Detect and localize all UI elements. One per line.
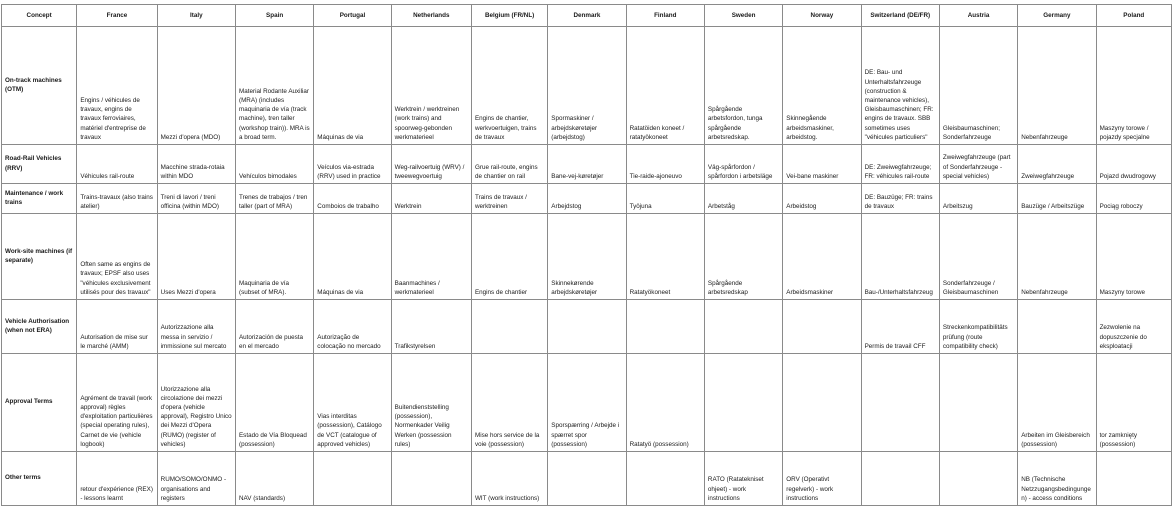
table-cell [626, 300, 704, 354]
table-cell [939, 354, 1017, 452]
table-row [2, 214, 1172, 300]
table-cell: Ratatyökoneet [626, 214, 704, 300]
table-cell: Spårgående arbetsredskap [704, 214, 782, 300]
table-cell: Werktrein [391, 184, 471, 214]
table-cell: Engins / véhicules de travaux, engins de travaux ferroviaires, matériel d'entreprise de travaux [77, 27, 157, 145]
table-cell: Trains de travaux / werktreinen [471, 184, 547, 214]
table-cell: tor zamknięty (possession) [1096, 354, 1171, 452]
table-cell: Werktrein / werktreinen (work trains) and spoorweg-gebonden werkmaterieel [391, 27, 471, 145]
header-austria: Austria [939, 5, 1017, 27]
table-cell: Engins de chantier, werkvoertuigen, trains de travaux [471, 27, 547, 145]
table-cell: Arbejdstog [548, 184, 626, 214]
header-portugal: Portugal [314, 5, 391, 27]
header-germany: Germany [1018, 5, 1096, 27]
table-cell: retour d'expérience (REX) - lessons learnt [77, 452, 157, 506]
table-cell: Autorização de colocação no mercado [314, 300, 391, 354]
table-cell [704, 354, 782, 452]
table-cell: RATO (Ratatekniset ohjeet) - work instructions [704, 452, 782, 506]
header-belgium: Belgium (FR/NL) [471, 5, 547, 27]
table-cell: Bauzüge / Arbeitszüge [1018, 184, 1096, 214]
table-cell: Uses Mezzi d'opera [157, 214, 235, 300]
header-denmark: Denmark [548, 5, 626, 27]
terminology-table [1, 4, 1172, 506]
table-cell: Buitendienststelling (possession), Normenkader Veilig Werken (possession rules) [391, 354, 471, 452]
header-row [2, 5, 1172, 27]
table-cell: Skinnegående arbeidsmaskiner, arbeidstog. [783, 27, 861, 145]
table-cell: Väg-spårfordon / spårfordon i arbetsläge [704, 145, 782, 184]
header-netherlands: Netherlands [391, 5, 471, 27]
table-cell: Arbeiten im Gleisbereich (possession) [1018, 354, 1096, 452]
table-cell: Baanmachines / werkmaterieel [391, 214, 471, 300]
table-cell [783, 300, 861, 354]
table-cell: Zweiwegfahrzeuge (part of Sonderfahrzeuge - special vehicles) [939, 145, 1017, 184]
table-cell [548, 300, 626, 354]
table-cell: Spårgående arbetsfordon, tunga spårgående arbetsredskap. [704, 27, 782, 145]
table-cell [704, 300, 782, 354]
table-cell: Maszyny torowe / pojazdy specjalne [1096, 27, 1171, 145]
table-row [2, 145, 1172, 184]
table-cell [1096, 452, 1171, 506]
table-cell: DE: Zweiwegfahrzeuge; FR: véhicules rail-route [861, 145, 939, 184]
table-row [2, 354, 1172, 452]
table-cell: Maszyny torowe [1096, 214, 1171, 300]
header-france: France [77, 5, 157, 27]
table-row [2, 27, 1172, 145]
header-switzerland: Switzerland (DE/FR) [861, 5, 939, 27]
table-cell: WIT (work instructions) [471, 452, 547, 506]
table-cell: Agrément de travail (work approval) règles d'exploitation particulières (special operating rules), Carnet de vie (vehicle logbook) [77, 354, 157, 452]
table-cell: Material Rodante Auxiliar (MRA) (includes maquinaria de vía (track machine), tren taller (workshop train)). MRA is a broad term. [235, 27, 313, 145]
table-cell: Máquinas de via [314, 214, 391, 300]
table-cell: Vias interditas (possession), Catálogo de VCT (catalogue of approved vehicles) [314, 354, 391, 452]
table-cell: Arbeidstog [783, 184, 861, 214]
table-cell: Vehículos bimodales [235, 145, 313, 184]
table-cell: DE: Bau- und Unterhaltsfahrzeuge (construction & maintenance vehicles), Gleisbaumaschinen; FR: engins de travaux. SBB sometimes uses "véhicules particuliers" [861, 27, 939, 145]
table-cell: Spormaskiner / arbejdskøretøjer (arbejdstog) [548, 27, 626, 145]
table-cell: Zezwolenie na dopuszczenie do eksploatacji [1096, 300, 1171, 354]
table-cell: Utorizzazione alla circolazione dei mezzi d'opera (vehicle approval), Registro Unico dei Mezzi d'Opera (RUMO) (register of vehicles) [157, 354, 235, 452]
table-cell [861, 354, 939, 452]
row-concept: Work-site machines (if separate) [2, 214, 77, 300]
table-cell: NB (Technische Netzzugangsbedingungen) - access conditions [1018, 452, 1096, 506]
table-cell: Máquinas de via [314, 27, 391, 145]
row-concept: Maintenance / work trains [2, 184, 77, 214]
row-concept: On-track machines (OTM) [2, 27, 77, 145]
table-cell: Nebenfahrzeuge [1018, 214, 1096, 300]
header-italy: Italy [157, 5, 235, 27]
table-cell: Arbetståg [704, 184, 782, 214]
table-cell [861, 452, 939, 506]
row-concept: Other terms [2, 452, 77, 506]
table-cell: Arbeidsmaskiner [783, 214, 861, 300]
table-row [2, 452, 1172, 506]
table-cell: Treni di lavori / treni officina (within MDO) [157, 184, 235, 214]
table-cell: Arbeitszug [939, 184, 1017, 214]
table-cell [548, 452, 626, 506]
table-cell: Autorización de puesta en el mercado [235, 300, 313, 354]
table-cell: Veículos via-estrada (RRV) used in practice [314, 145, 391, 184]
table-cell: Macchine strada-rotaia within MDO [157, 145, 235, 184]
row-concept: Vehicle Authorisation (when not ERA) [2, 300, 77, 354]
header-finland: Finland [626, 5, 704, 27]
table-cell [939, 452, 1017, 506]
table-cell: Työjuna [626, 184, 704, 214]
table-cell: Weg-railvoertuig (WRV) / tweewegvoertuig [391, 145, 471, 184]
table-cell: Sporspærring / Arbejde i spærret spor (possession) [548, 354, 626, 452]
table-cell: Ratatöiden koneet / ratatyökoneet [626, 27, 704, 145]
table-cell: Nebenfahrzeuge [1018, 27, 1096, 145]
table-cell: Trafikstyrelsen [391, 300, 471, 354]
table-cell: Bane-vej-køretøjer [548, 145, 626, 184]
table-row [2, 300, 1172, 354]
table-cell [783, 354, 861, 452]
table-cell: Mezzi d'opera (MDO) [157, 27, 235, 145]
table-cell: Often same as engins de travaux; EPSF also uses "véhicules exclusivement utilisés pour des travaux" [77, 214, 157, 300]
table-cell: Pociąg roboczy [1096, 184, 1171, 214]
table-cell: Maquinaria de vía (subset of MRA). [235, 214, 313, 300]
table-cell: NAV (standards) [235, 452, 313, 506]
table-row [2, 184, 1172, 214]
table-cell: Comboios de trabalho [314, 184, 391, 214]
header-spain: Spain [235, 5, 313, 27]
table-cell: Autorisation de mise sur le marché (AMM) [77, 300, 157, 354]
table-cell [1018, 300, 1096, 354]
table-cell: Trains-travaux (also trains atelier) [77, 184, 157, 214]
table-cell [391, 452, 471, 506]
table-cell: Engins de chantier [471, 214, 547, 300]
table-cell: Sonderfahrzeuge / Gleisbaumaschinen [939, 214, 1017, 300]
table-cell: ORV (Operativt regelverk) - work instructions [783, 452, 861, 506]
header-concept: Concept [2, 5, 77, 27]
table-cell: Tie-raide-ajoneuvo [626, 145, 704, 184]
table-cell: Trenes de trabajos / tren taller (part of MRA) [235, 184, 313, 214]
table-cell: Zweiwegfahrzeuge [1018, 145, 1096, 184]
table-cell: Mise hors service de la voie (possession) [471, 354, 547, 452]
table-cell: Autorizzazione alla messa in servizio / immissione sul mercato [157, 300, 235, 354]
table-cell: Grue rail-route, engins de chantier on rail [471, 145, 547, 184]
header-poland: Poland [1096, 5, 1171, 27]
table-cell: Streckenkompatibilitäts prüfung (route compatibility check) [939, 300, 1017, 354]
table-cell: Estado de Vía Bloquead (possession) [235, 354, 313, 452]
table-cell: Gleisbaumaschinen; Sonderfahrzeuge [939, 27, 1017, 145]
table-cell: Vei-bane maskiner [783, 145, 861, 184]
table-cell: Bau-/Unterhaltsfahrzeug [861, 214, 939, 300]
table-cell [471, 300, 547, 354]
table-cell: DE: Bauzüge; FR: trains de travaux [861, 184, 939, 214]
table-cell [626, 452, 704, 506]
row-concept: Approval Terms [2, 354, 77, 452]
table-cell: Véhicules rail-route [77, 145, 157, 184]
table-cell: Ratatyö (possession) [626, 354, 704, 452]
table-cell [314, 452, 391, 506]
row-concept: Road-Rail Vehicles (RRV) [2, 145, 77, 184]
table-cell: Skinnekørende arbejdskøretøjer [548, 214, 626, 300]
table-cell: RUMO/SOMO/ONMO - organisations and registers [157, 452, 235, 506]
header-norway: Norway [783, 5, 861, 27]
table-cell: Pojazd dwudrogowy [1096, 145, 1171, 184]
header-sweden: Sweden [704, 5, 782, 27]
table-cell: Permis de travail CFF [861, 300, 939, 354]
